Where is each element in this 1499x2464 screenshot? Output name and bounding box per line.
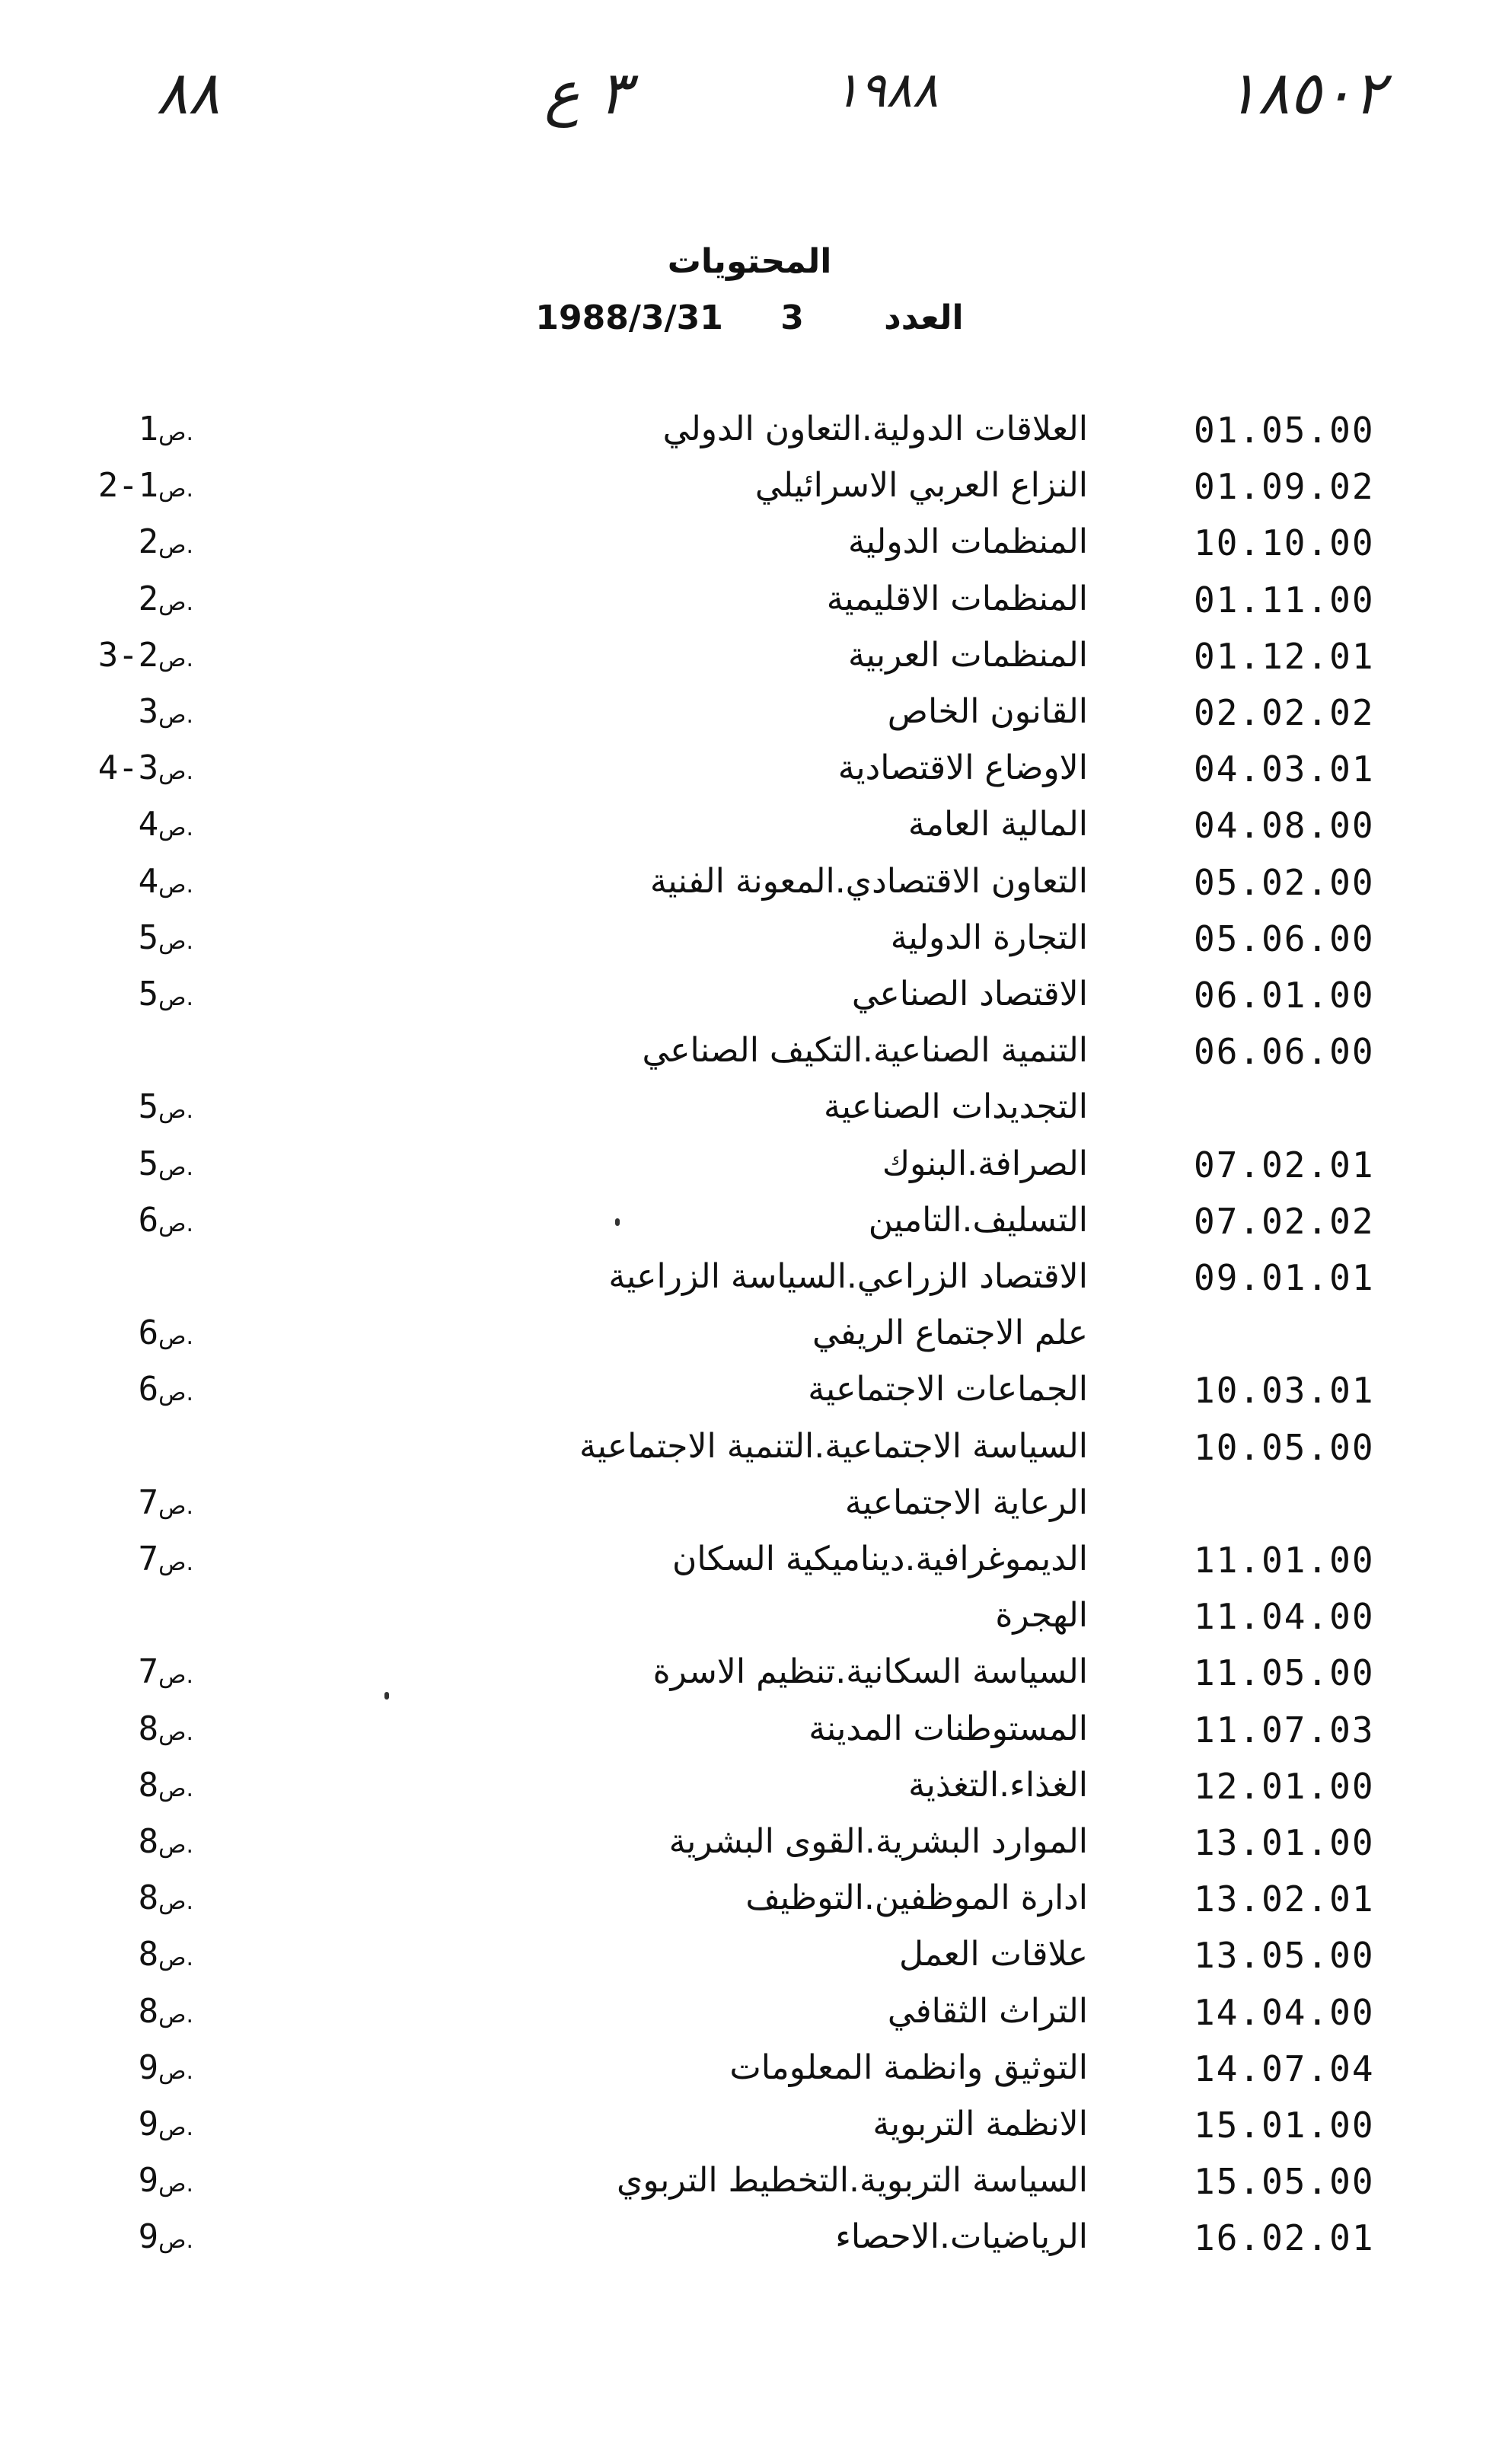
subject-title: التنمية الصناعية.التكيف الصناعي [642, 1031, 1088, 1071]
page-number: 8 [138, 1765, 159, 1805]
subject-code: 10.03.01 [1194, 1370, 1375, 1412]
page-prefix: ص. [158, 1550, 193, 1576]
subject-code: 01.09.02 [1194, 466, 1375, 508]
subject-title: النزاع العربي الاسرائيلي [754, 466, 1088, 506]
page-reference [139, 692, 193, 731]
toc-entry [0, 410, 1499, 463]
subject-code: 05.06.00 [1194, 918, 1375, 959]
subject-code: 13.02.01 [1194, 1878, 1375, 1920]
subject-title: السياسة السكانية.تنظيم الاسرة [652, 1652, 1088, 1692]
page-number: 8 [138, 1935, 159, 1974]
subject-title: الصرافة.البنوك [882, 1144, 1088, 1183]
page-reference [98, 748, 193, 787]
subject-title: الهجرة [995, 1596, 1088, 1636]
page-prefix: ص. [158, 476, 193, 503]
page-prefix: ص. [158, 1097, 193, 1125]
subject-title: التراث الثقافي [887, 1991, 1088, 2031]
page-reference [98, 466, 193, 505]
page-reference [139, 1313, 193, 1352]
toc-entry [0, 2048, 1499, 2102]
page-reference [139, 1652, 193, 1691]
page-reference [139, 862, 193, 901]
toc-entry [0, 1483, 1499, 1537]
toc-entry [0, 805, 1499, 858]
subject-title: التوثيق وانظمة المعلومات [729, 2047, 1088, 2087]
subject-title: الديموغرافية.ديناميكية السكان [672, 1540, 1088, 1578]
toc-entry [0, 975, 1499, 1028]
page-reference [139, 1144, 193, 1183]
subject-title: ادارة الموظفين.التوظيف [745, 1878, 1088, 1918]
subject-code: 14.07.04 [1194, 2047, 1375, 2089]
toc-entry [0, 1257, 1499, 1310]
page-reference [139, 1483, 193, 1522]
issue-label: العدد [884, 298, 964, 337]
page-reference [139, 1878, 193, 1917]
page-reference [139, 2161, 193, 2200]
issue-date: 1988/3/31 [535, 298, 723, 337]
subject-title: المنظمات الدولية [848, 522, 1088, 562]
subject-code: 16.02.01 [1194, 2217, 1375, 2259]
page-prefix: ص. [158, 2057, 193, 2085]
toc-entry [0, 1370, 1499, 1423]
subject-code: 11.01.00 [1194, 1540, 1375, 1581]
toc-entry [0, 1935, 1499, 1988]
subject-title: التجارة الدولية [890, 918, 1088, 957]
toc-entry [0, 1878, 1499, 1932]
page-number: 5 [138, 975, 159, 1013]
toc-entry [0, 692, 1499, 745]
handwritten-issue-mark: ٣ ع [544, 59, 631, 128]
page-prefix: ص. [158, 927, 193, 955]
issue-number: 3 [780, 298, 804, 337]
toc-entry [0, 748, 1499, 802]
page-number: 3-2 [97, 635, 159, 675]
subject-title: المنظمات العربية [848, 635, 1088, 675]
toc-entry [0, 1313, 1499, 1367]
page-prefix: ص. [158, 1832, 193, 1859]
subject-code: 01.11.00 [1194, 579, 1375, 621]
toc-entry [0, 1031, 1499, 1084]
subject-code: 11.07.03 [1194, 1709, 1375, 1751]
page-prefix: ص. [158, 1210, 193, 1237]
subject-title: المستوطنات المدينة [809, 1709, 1088, 1748]
toc-entry [0, 1427, 1499, 1480]
page-reference [139, 1935, 193, 1974]
subject-code: 13.01.00 [1194, 1822, 1375, 1863]
page-number: 9 [138, 2105, 159, 2143]
page-prefix: ص. [158, 589, 193, 616]
page-number: 7 [138, 1540, 159, 1578]
page-reference [139, 2217, 193, 2256]
page-reference [139, 2048, 193, 2087]
page-prefix: ص. [158, 2001, 193, 2028]
page-prefix: ص. [158, 1380, 193, 1407]
subject-code: 01.12.01 [1194, 635, 1375, 677]
page-prefix: ص. [158, 2227, 193, 2255]
page-number: 2-1 [97, 466, 159, 506]
subject-code: 15.05.00 [1194, 2161, 1375, 2203]
page-number: 7 [138, 1483, 159, 1522]
page-number: 7 [138, 1652, 159, 1692]
page-reference [139, 410, 193, 448]
subject-title: علم الاجتماع الريفي [812, 1313, 1088, 1353]
subject-title: المنظمات الاقليمية [826, 579, 1088, 618]
subject-title: التجديدات الصناعية [824, 1087, 1088, 1127]
page-prefix: ص. [158, 815, 193, 842]
page-reference [139, 1370, 193, 1409]
subject-code: 11.05.00 [1194, 1652, 1375, 1694]
page-reference [139, 1540, 193, 1578]
subject-code: 14.04.00 [1194, 1991, 1375, 2033]
page-number: 6 [138, 1200, 159, 1240]
page-reference [139, 1087, 193, 1126]
subject-code: 10.10.00 [1194, 522, 1375, 564]
page-prefix: ص. [158, 1945, 193, 1972]
subject-title: علاقات العمل [899, 1935, 1088, 1974]
subject-code: 07.02.02 [1194, 1200, 1375, 1242]
subject-title: العلاقات الدولية.التعاون الدولي [662, 410, 1088, 448]
subject-title: الاوضاع الاقتصادية [837, 748, 1088, 788]
page-number: 8 [138, 1878, 159, 1918]
page-prefix: ص. [158, 1323, 193, 1351]
page-number: 9 [138, 2217, 159, 2257]
toc-entry [0, 2161, 1499, 2214]
issue-line [0, 298, 1499, 337]
page-reference [139, 579, 193, 618]
page-prefix: ص. [158, 1888, 193, 1916]
page-prefix: ص. [158, 1154, 193, 1181]
toc-entry [0, 579, 1499, 633]
toc-entry [0, 466, 1499, 519]
page-number: 8 [138, 1822, 159, 1861]
page-prefix: ص. [158, 1662, 193, 1690]
toc-entry [0, 2217, 1499, 2271]
toc-entry [0, 918, 1499, 972]
subject-title: القانون الخاص [887, 692, 1088, 731]
subject-code: 02.02.02 [1194, 692, 1375, 733]
page-prefix: ص. [158, 645, 193, 672]
toc-entry [0, 1087, 1499, 1141]
subject-title: الغذاء.التغذية [908, 1765, 1088, 1805]
page-reference [98, 636, 193, 675]
handwritten-right-code: ١٨٥٠٢ [1226, 59, 1386, 128]
subject-code: 15.01.00 [1194, 2105, 1375, 2146]
page-prefix: ص. [158, 758, 193, 786]
toc-entry [0, 862, 1499, 915]
page-number: 1 [138, 410, 159, 448]
page-number: 8 [138, 1991, 159, 2031]
page-number: 5 [138, 1087, 159, 1127]
subject-code: 12.01.00 [1194, 1765, 1375, 1807]
toc-entry [0, 636, 1499, 689]
subject-title: الانظمة التربوية [872, 2105, 1088, 2143]
subject-code: 07.02.01 [1194, 1144, 1375, 1186]
subject-title: الاقتصاد الصناعي [851, 975, 1088, 1013]
subject-title: الجماعات الاجتماعية [808, 1370, 1088, 1409]
subject-code: 04.03.01 [1194, 748, 1375, 790]
toc-entry [0, 1652, 1499, 1706]
page-number: 3 [138, 692, 159, 731]
toc-entry [0, 522, 1499, 576]
toc-entry [0, 1540, 1499, 1593]
page-prefix: ص. [158, 532, 193, 560]
page-reference [139, 1822, 193, 1861]
scan-mark [384, 1692, 389, 1700]
subject-code: 04.08.00 [1194, 805, 1375, 847]
page-number: 4 [138, 861, 159, 901]
page-reference [139, 1992, 193, 2031]
subject-code: 10.05.00 [1194, 1426, 1375, 1468]
page-reference [139, 2105, 193, 2143]
page-number: 9 [138, 2161, 159, 2201]
page-number: 4-3 [97, 748, 159, 788]
subject-title: الرياضيات.الاحصاء [835, 2217, 1088, 2257]
page-reference [139, 918, 193, 957]
page-reference [139, 805, 193, 844]
page-number: 2 [138, 522, 159, 562]
toc-entry [0, 2105, 1499, 2158]
page-reference [139, 975, 193, 1013]
subject-title: السياسة التربوية.التخطيط التربوي [616, 2161, 1088, 2201]
page-prefix: ص. [158, 420, 193, 446]
page-reference [139, 1201, 193, 1240]
toc-entry [0, 1201, 1499, 1254]
subject-title: التعاون الاقتصادي.المعونة الفنية [649, 861, 1088, 901]
subject-title: التسليف.التامين [868, 1200, 1088, 1240]
scan-mark [615, 1218, 620, 1226]
subject-code: 13.05.00 [1194, 1935, 1375, 1977]
page-reference [139, 522, 193, 561]
subject-code: 09.01.01 [1194, 1257, 1375, 1298]
subject-code: 06.01.00 [1194, 975, 1375, 1016]
page-number: 8 [138, 1709, 159, 1748]
subject-title: الرعاية الاجتماعية [844, 1483, 1088, 1522]
toc-entry [0, 1596, 1499, 1649]
page-prefix: ص. [158, 1492, 193, 1520]
handwritten-left-code: ٨٨ [156, 59, 220, 128]
subject-code: 01.05.00 [1194, 410, 1375, 451]
subject-title: الاقتصاد الزراعي.السياسة الزراعية [608, 1257, 1088, 1296]
page-prefix: ص. [158, 1719, 193, 1746]
page-reference [139, 1709, 193, 1748]
page-prefix: ص. [158, 871, 193, 898]
page-prefix: ص. [158, 2115, 193, 2141]
page-number: 5 [138, 1144, 159, 1183]
subject-title: السياسة الاجتماعية.التنمية الاجتماعية [579, 1426, 1088, 1466]
page-prefix: ص. [158, 2171, 193, 2198]
page-reference [139, 1766, 193, 1805]
toc-entry [0, 1709, 1499, 1763]
page-number: 5 [138, 918, 159, 957]
page-number: 2 [138, 579, 159, 618]
page-number: 9 [138, 2047, 159, 2087]
page-prefix: ص. [158, 1775, 193, 1802]
contents-title: المحتويات [667, 242, 832, 281]
toc-entry [0, 1144, 1499, 1198]
handwritten-year: ١٩٨٨ [834, 62, 939, 119]
subject-title: الموارد البشرية.القوى البشرية [668, 1822, 1088, 1861]
toc-entry [0, 1822, 1499, 1875]
toc-entry [0, 1766, 1499, 1819]
subject-code: 05.02.00 [1194, 861, 1375, 903]
subject-code: 06.06.00 [1194, 1031, 1375, 1073]
subject-title: المالية العامة [907, 805, 1088, 844]
page-number: 6 [138, 1370, 159, 1409]
toc-entry [0, 1992, 1499, 2045]
page-prefix: ص. [158, 985, 193, 1011]
page-prefix: ص. [158, 702, 193, 729]
page-number: 6 [138, 1313, 159, 1353]
subject-code: 11.04.00 [1194, 1596, 1375, 1638]
page-number: 4 [138, 805, 159, 844]
